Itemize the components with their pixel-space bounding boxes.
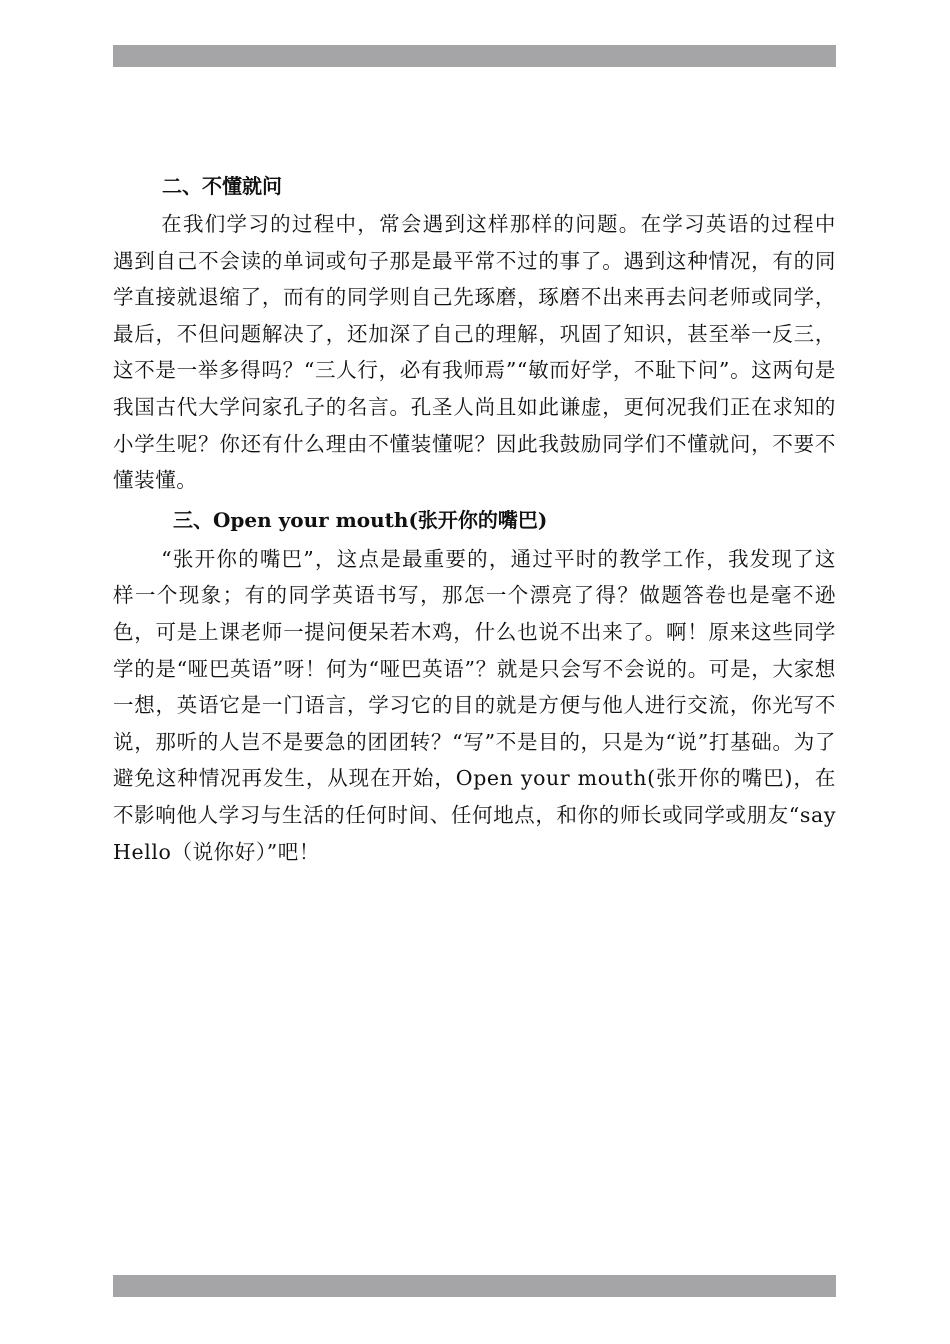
section-paragraph-ask-questions: 在我们学习的过程中，常会遇到这样那样的问题。在学习英语的过程中遇到自己不会读的单词或句子那是最平常不过的事了。遇到这种情况，有的同学直接就退缩了，而有的同学则自己先琢磨，琢磨不出来再去问老师或同学，最后，不但问题解决了，还加深了自己的理解，巩固了知识，甚至举一反三，这不是一举多得吗？“三人行，必有我师焉”“敏而好学，不耻下问”。这两句是我国古代大学问家孔子的名言。孔圣人尚且如此谦虚，更何况我们正在求知的小学生呢？你还有什么理由不懂装懂呢？因此我鼓励同学们不懂就问，不要不懂装懂。	[113, 212, 836, 493]
document-body	[113, 168, 836, 870]
header-bar	[113, 45, 836, 67]
footer-bar	[113, 1275, 836, 1297]
section-heading-ask-questions: 二、不懂就问	[162, 174, 282, 198]
section-heading-open-your-mouth: 三、Open your mouth(张开你的嘴巴)	[173, 507, 548, 532]
section-paragraph-open-your-mouth: “张开你的嘴巴”，这点是最重要的，通过平时的教学工作，我发现了这样一个现象；有的同学英语书写，那怎一个漂亮了得？做题答卷也是毫不逊色，可是上课老师一提问便呆若木鸡，什么也说不出来了。啊！原来这些同学学的是“哑巴英语”呀！何为“哑巴英语”？就是只会写不会说的。可是，大家想一想，英语它是一门语言，学习它的目的就是方便与他人进行交流，你光写不说，那听的人岂不是要急的团团转？“写”不是目的，只是为“说”打基础。为了避免这种情况再发生，从现在开始，Open your mouth(张开你的嘴巴)，在不影响他人学习与生活的任何时间、任何地点，和你的师长或同学或朋友“say Hello（说你好）”吧！	[113, 546, 836, 864]
